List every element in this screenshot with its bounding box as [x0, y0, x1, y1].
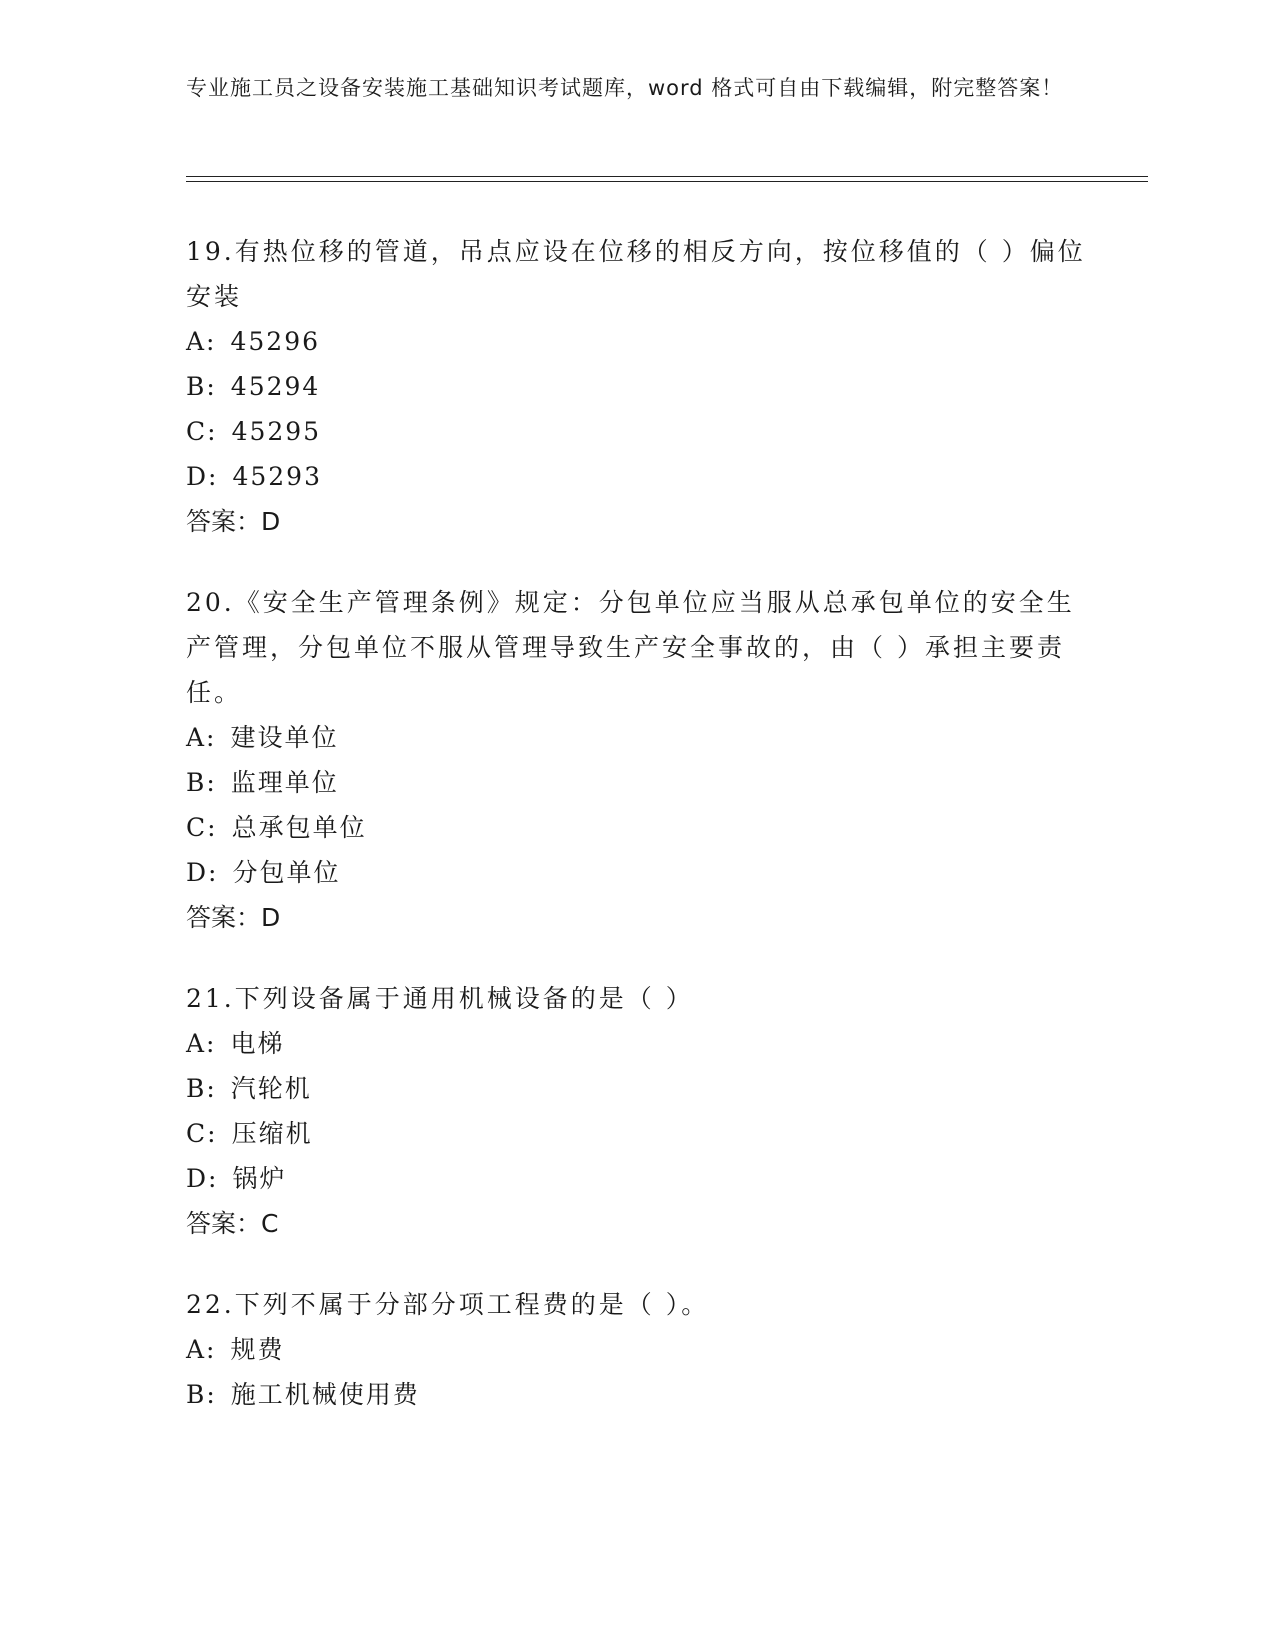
option-d [186, 1156, 1086, 1201]
option-c [186, 805, 1086, 850]
option-a [186, 319, 1086, 364]
question-stem: 20.《安全生产管理条例》规定：分包单位应当服从总承包单位的安全生产管理，分包单位不服从管理导致生产安全事故的，由（ ）承担主要责任。 [186, 588, 1075, 707]
option-text: 总承包单位 [231, 813, 367, 842]
option-label: B: [186, 1380, 217, 1409]
answer-label: 答案： [186, 1209, 262, 1238]
question-19 [186, 229, 1086, 544]
option-label: C: [186, 1119, 218, 1148]
question-21 [186, 976, 1086, 1246]
option-text: 锅炉 [232, 1164, 287, 1193]
option-a [186, 1021, 1086, 1066]
answer-value: C [261, 1209, 279, 1238]
header-divider-top [186, 176, 1148, 177]
option-d [186, 454, 1086, 499]
option-text: 分包单位 [232, 858, 341, 887]
question-20 [186, 580, 1086, 940]
option-label: B: [186, 1074, 217, 1103]
option-text: 规费 [230, 1335, 285, 1364]
option-text: 汽轮机 [230, 1074, 312, 1103]
option-label: A: [186, 723, 217, 752]
option-a [186, 1327, 1086, 1372]
answer-line [186, 1201, 1086, 1246]
option-b [186, 364, 1086, 409]
option-text: 45293 [232, 462, 322, 491]
option-b [186, 1066, 1086, 1111]
option-label: D: [186, 462, 219, 491]
option-c [186, 409, 1086, 454]
option-text: 45296 [230, 327, 321, 356]
answer-label: 答案： [186, 507, 262, 536]
option-label: A: [186, 1335, 217, 1364]
option-a [186, 715, 1086, 760]
option-text: 压缩机 [231, 1119, 313, 1148]
question-stem: 19.有热位移的管道，吊点应设在位移的相反方向，按位移值的（ ）偏位安装 [186, 237, 1086, 311]
answer-label: 答案： [186, 903, 262, 932]
option-label: D: [186, 858, 219, 887]
option-label: B: [186, 372, 217, 401]
answer-value: D [261, 903, 281, 932]
option-label: A: [186, 327, 217, 356]
option-text: 电梯 [230, 1029, 285, 1058]
answer-line [186, 895, 1086, 940]
option-label: A: [186, 1029, 217, 1058]
option-text: 45294 [230, 372, 321, 401]
option-text: 监理单位 [230, 768, 339, 797]
option-d [186, 850, 1086, 895]
option-label: C: [186, 813, 218, 842]
option-c [186, 1111, 1086, 1156]
option-text: 施工机械使用费 [230, 1380, 420, 1409]
option-label: B: [186, 768, 217, 797]
question-stem: 22.下列不属于分部分项工程费的是（ ）。 [186, 1290, 710, 1319]
document-header: 专业施工员之设备安装施工基础知识考试题库，word 格式可自由下载编辑，附完整答案！ [186, 76, 1064, 100]
option-label: D: [186, 1164, 219, 1193]
answer-value: D [261, 507, 281, 536]
option-b [186, 760, 1086, 805]
question-22 [186, 1282, 1086, 1417]
answer-line [186, 499, 1086, 544]
header-divider-bottom [186, 181, 1148, 182]
option-b [186, 1372, 1086, 1417]
option-text: 45295 [231, 417, 322, 446]
question-stem: 21.下列设备属于通用机械设备的是（ ） [186, 984, 694, 1013]
question-list [186, 229, 1086, 1453]
option-label: C: [186, 417, 218, 446]
option-text: 建设单位 [230, 723, 339, 752]
